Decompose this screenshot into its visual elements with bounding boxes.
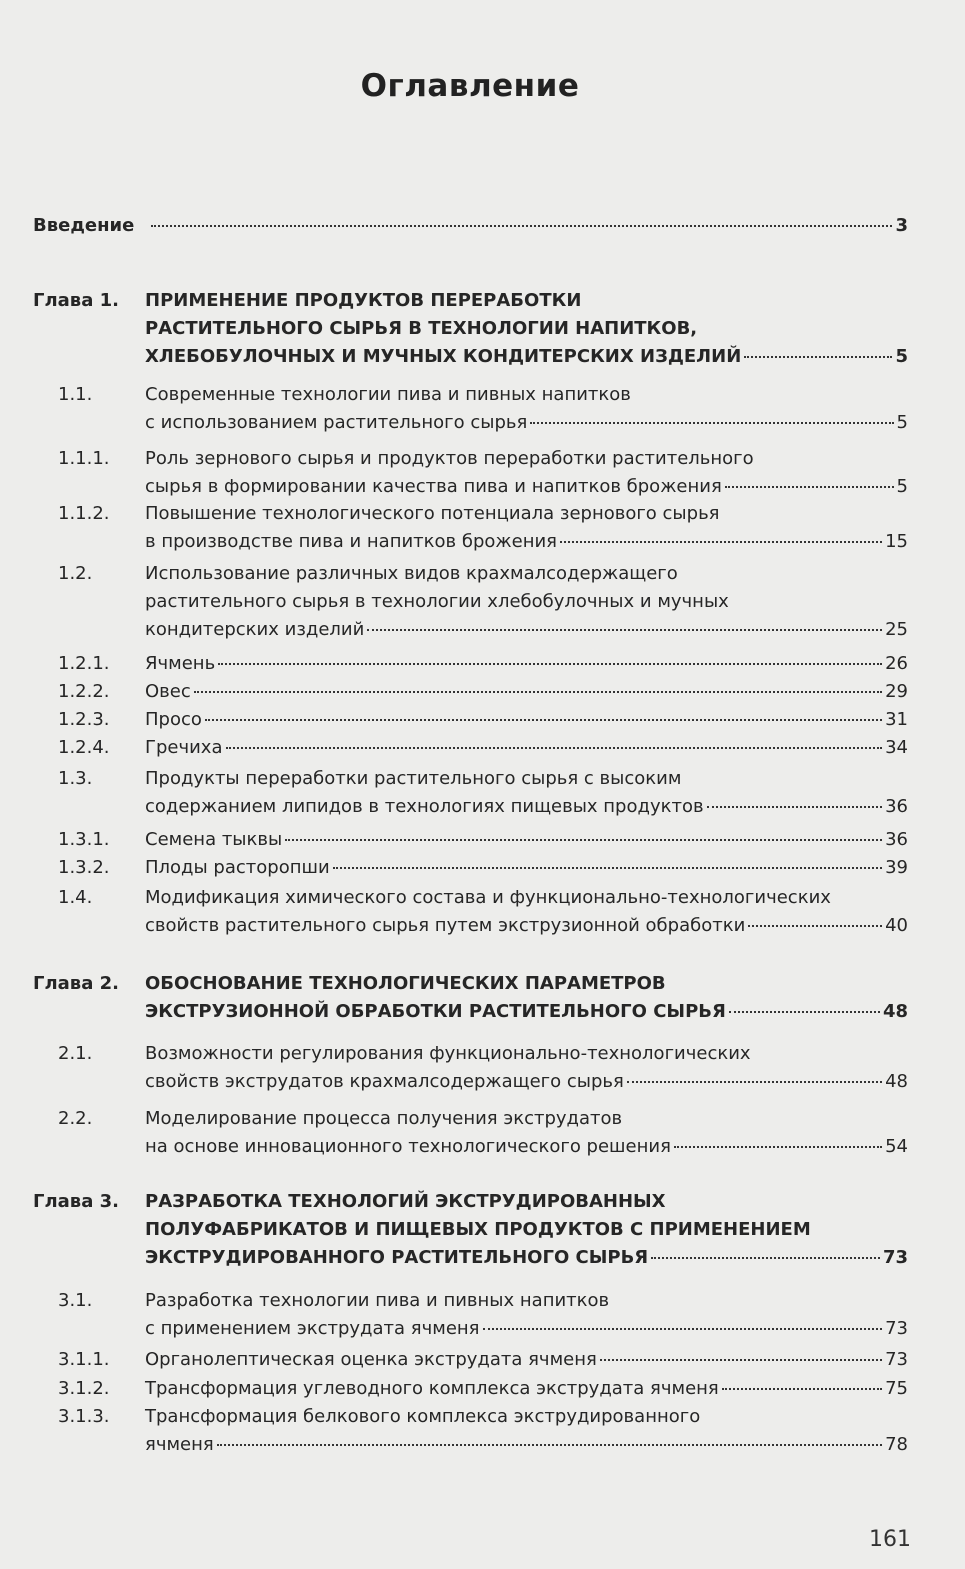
dot-leader — [333, 866, 882, 869]
dot-leader — [226, 746, 883, 749]
section-title-line: Плоды расторопши — [145, 857, 330, 878]
chapter-title-line: ПОЛУФАБРИКАТОВ И ПИЩЕВЫХ ПРОДУКТОВ С ПРИМЕНЕНИЕМ — [145, 1219, 811, 1240]
section-title-line: Продукты переработки растительного сырья с высоким — [145, 768, 682, 789]
section-title-line: Модификация химического состава и функционально-технологических — [145, 887, 831, 908]
toc-entry — [0, 381, 965, 411]
section-number: 1.1.2. — [58, 503, 110, 524]
chapter-title-line: ЭКСТРУЗИОННОЙ ОБРАБОТКИ РАСТИТЕЛЬНОГО СЫРЬЯ — [145, 1001, 726, 1022]
section-number: 1.2.2. — [58, 681, 110, 702]
page-ref: 73 — [882, 1247, 908, 1268]
toc-leader-row — [145, 826, 908, 854]
section-title-line: Моделирование процесса получения экструдатов — [145, 1108, 623, 1129]
toc-leader-row — [145, 854, 908, 882]
page-ref: 75 — [885, 1378, 908, 1399]
page-ref: 40 — [885, 915, 908, 936]
toc-leader-row — [145, 343, 908, 371]
toc-leader-row — [145, 1244, 908, 1272]
toc-entry-continuation — [0, 473, 965, 503]
chapter-title-line: ХЛЕБОБУЛОЧНЫХ И МУЧНЫХ КОНДИТЕРСКИХ ИЗДЕЛИЙ — [145, 346, 742, 367]
section-title-line: кондитерских изделий — [145, 619, 365, 640]
section-title-line: Повышение технологического потенциала зернового сырья — [145, 503, 720, 524]
page-ref: 54 — [885, 1136, 908, 1157]
section-number: 1.1.1. — [58, 448, 110, 469]
toc-entry-continuation — [0, 528, 965, 558]
toc-leader-row — [145, 616, 908, 644]
section-number: 1.2.4. — [58, 737, 110, 758]
section-title-line: Разработка технологии пива и пивных напитков — [145, 1290, 610, 1311]
section-number: 3.1.1. — [58, 1349, 110, 1370]
chapter-title-line: ПРИМЕНЕНИЕ ПРОДУКТОВ ПЕРЕРАБОТКИ — [145, 290, 582, 311]
toc-entry — [0, 970, 965, 1000]
dot-leader — [285, 838, 882, 841]
toc-intro-label: Введение — [33, 215, 135, 236]
toc-entry-continuation — [0, 998, 965, 1028]
toc-leader-row — [145, 706, 908, 734]
page-ref: 5 — [896, 412, 908, 433]
section-title-line: Современные технологии пива и пивных напитков — [145, 384, 631, 405]
page-title: Оглавление — [360, 68, 580, 104]
toc-entry — [0, 1403, 965, 1433]
section-title-line: растительного сырья в технологии хлебобулочных и мучных — [145, 591, 729, 612]
page-ref: 29 — [885, 681, 908, 702]
section-title-line: свойств растительного сырья путем экструзионной обработки — [145, 915, 746, 936]
toc-entry — [0, 826, 965, 856]
section-title-line: Органолептическая оценка экструдата ячменя — [145, 1349, 597, 1370]
dot-leader — [674, 1145, 882, 1148]
section-number: 3.1.2. — [58, 1378, 110, 1399]
toc-leader-row — [145, 1315, 908, 1343]
toc-entry-continuation — [0, 1068, 965, 1098]
dot-leader — [651, 1256, 880, 1259]
toc-entry — [0, 1287, 965, 1317]
toc-leader-row — [145, 678, 908, 706]
section-title-line: Гречиха — [145, 737, 223, 758]
toc-leader-row — [145, 998, 908, 1026]
toc-entry-continuation — [0, 409, 965, 439]
dot-leader — [707, 805, 883, 808]
toc-entry-continuation — [0, 912, 965, 942]
section-title-line: Просо — [145, 709, 202, 730]
chapter-title-line: РАСТИТЕЛЬНОГО СЫРЬЯ В ТЕХНОЛОГИИ НАПИТКОВ, — [145, 318, 698, 339]
toc-leader-row — [145, 1133, 908, 1161]
dot-leader — [218, 662, 882, 665]
toc-leader-row — [145, 1375, 908, 1403]
toc-entry-continuation — [0, 1244, 965, 1274]
toc-entry — [0, 1188, 965, 1218]
chapter-label: Глава 1. — [33, 290, 119, 311]
toc-entry-continuation — [0, 616, 965, 646]
section-number: 1.3.1. — [58, 829, 110, 850]
toc-entry — [0, 1040, 965, 1070]
page-ref: 36 — [885, 829, 908, 850]
dot-leader — [151, 224, 892, 227]
toc-entry-continuation — [0, 588, 965, 618]
dot-leader — [744, 355, 892, 358]
toc-entry-continuation — [0, 343, 965, 373]
section-title-line: свойств экструдатов крахмалсодержащего сырья — [145, 1071, 624, 1092]
toc-entry — [0, 650, 965, 680]
section-title-line: Трансформация углеводного комплекса экструдата ячменя — [145, 1378, 719, 1399]
page-ref: 25 — [885, 619, 908, 640]
section-title-line: Овес — [145, 681, 191, 702]
toc-entry — [0, 706, 965, 736]
toc-entry-continuation — [0, 1216, 965, 1246]
page-ref: 73 — [885, 1349, 908, 1370]
page-ref: 36 — [885, 796, 908, 817]
section-title-line: на основе инновационного технологического решения — [145, 1136, 671, 1157]
dot-leader — [722, 1387, 882, 1390]
page-ref: 48 — [885, 1071, 908, 1092]
section-title-line: Ячмень — [145, 653, 216, 674]
chapter-title-line: РАЗРАБОТКА ТЕХНОЛОГИЙ ЭКСТРУДИРОВАННЫХ — [145, 1191, 666, 1212]
section-title-line: с использованием растительного сырья — [145, 412, 528, 433]
section-title-line: ячменя — [145, 1434, 214, 1455]
page-ref: 73 — [885, 1318, 908, 1339]
toc-leader-row — [145, 1346, 908, 1374]
section-title-line: Возможности регулирования функционально-технологических — [145, 1043, 751, 1064]
dot-leader — [483, 1327, 883, 1330]
toc-entry-continuation — [0, 315, 965, 345]
toc-entry — [0, 212, 965, 242]
toc-entry — [0, 1346, 965, 1376]
page-ref: 39 — [885, 857, 908, 878]
dot-leader — [194, 690, 882, 693]
section-number: 3.1. — [58, 1290, 93, 1311]
dot-leader — [600, 1358, 882, 1361]
toc-leader-row — [145, 1068, 908, 1096]
toc-entry-continuation — [0, 793, 965, 823]
toc-entry-continuation — [0, 1315, 965, 1345]
section-number: 1.1. — [58, 384, 93, 405]
section-number: 1.2. — [58, 563, 93, 584]
dot-leader — [367, 628, 882, 631]
dot-leader — [530, 421, 893, 424]
page-ref: 5 — [896, 476, 908, 497]
section-number: 1.2.3. — [58, 709, 110, 730]
dot-leader — [627, 1080, 882, 1083]
toc-entry — [0, 1105, 965, 1135]
section-number: 1.2.1. — [58, 653, 110, 674]
section-title-line: с применением экструдата ячменя — [145, 1318, 480, 1339]
page-number: 161 — [869, 1527, 911, 1552]
page-ref: 34 — [885, 737, 908, 758]
page-ref: 5 — [895, 346, 908, 367]
section-title-line: в производстве пива и напитков брожения — [145, 531, 557, 552]
toc-leader-row — [145, 473, 908, 501]
toc-entry — [0, 560, 965, 590]
toc-leader-row — [145, 793, 908, 821]
section-number: 1.3.2. — [58, 857, 110, 878]
section-title-line: сырья в формировании качества пива и напитков брожения — [145, 476, 722, 497]
toc-entry — [0, 854, 965, 884]
toc-entry — [0, 734, 965, 764]
toc-entry — [0, 445, 965, 475]
section-number: 1.3. — [58, 768, 93, 789]
chapter-title-line: ОБОСНОВАНИЕ ТЕХНОЛОГИЧЕСКИХ ПАРАМЕТРОВ — [145, 973, 666, 994]
section-number: 2.1. — [58, 1043, 93, 1064]
page-ref: 31 — [885, 709, 908, 730]
page-ref: 78 — [885, 1434, 908, 1455]
dot-leader — [205, 718, 882, 721]
chapter-label: Глава 3. — [33, 1191, 119, 1212]
toc-leader-row — [145, 1431, 908, 1459]
toc-entry — [0, 1375, 965, 1405]
section-title-line: Семена тыквы — [145, 829, 283, 850]
section-number: 3.1.3. — [58, 1406, 110, 1427]
toc-leader-row — [145, 650, 908, 678]
section-title-line: Использование различных видов крахмалсодержащего — [145, 563, 678, 584]
dot-leader — [729, 1010, 880, 1013]
section-title-line: содержанием липидов в технологиях пищевых продуктов — [145, 796, 704, 817]
section-title-line: Трансформация белкового комплекса экструдированного — [145, 1406, 701, 1427]
page-ref: 15 — [885, 531, 908, 552]
toc-leader-row — [145, 528, 908, 556]
toc-entry — [0, 500, 965, 530]
toc-leader-row — [145, 409, 908, 437]
toc-entry — [0, 678, 965, 708]
page-ref: 48 — [882, 1001, 908, 1022]
section-number: 1.4. — [58, 887, 93, 908]
dot-leader — [748, 924, 882, 927]
dot-leader — [217, 1443, 882, 1446]
chapter-title-line: ЭКСТРУДИРОВАННОГО РАСТИТЕЛЬНОГО СЫРЬЯ — [145, 1247, 649, 1268]
toc-leader-row — [148, 212, 908, 240]
toc-leader-row — [145, 912, 908, 940]
toc-entry-continuation — [0, 1431, 965, 1461]
page-ref: 26 — [885, 653, 908, 674]
section-title-line: Роль зернового сырья и продуктов переработки растительного — [145, 448, 754, 469]
dot-leader — [560, 540, 882, 543]
toc-entry — [0, 884, 965, 914]
section-number: 2.2. — [58, 1108, 93, 1129]
chapter-label: Глава 2. — [33, 973, 119, 994]
toc-entry-continuation — [0, 1133, 965, 1163]
dot-leader — [725, 485, 894, 488]
page-ref: 3 — [895, 215, 908, 236]
toc-entry — [0, 765, 965, 795]
toc-leader-row — [145, 734, 908, 762]
toc-entry — [0, 287, 965, 317]
